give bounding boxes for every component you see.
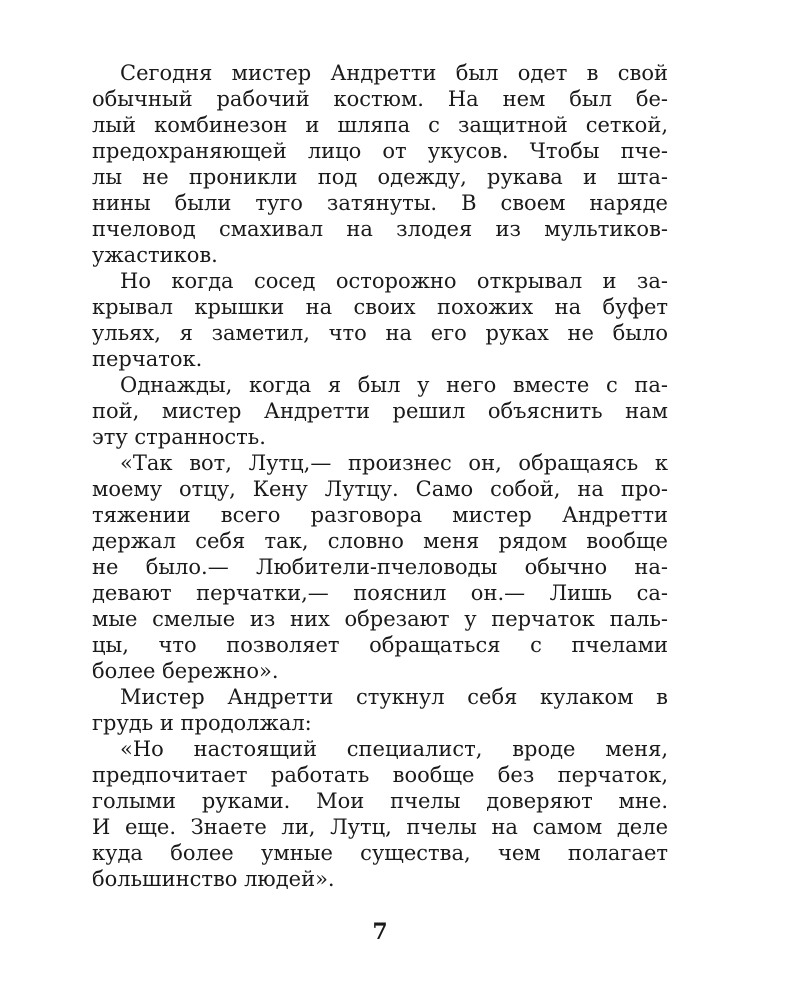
text-line: большинство людей».	[92, 867, 335, 891]
text-line: цы, что позволяет обращаться с пчелами	[92, 633, 668, 657]
text-line: лы не проникли под одежду, рукава и шта-	[92, 165, 668, 189]
text-line: не было.— Любители-пчеловоды обычно на-	[92, 555, 668, 579]
text-line: голыми руками. Мои пчелы доверяют мне.	[92, 789, 668, 813]
text-line: крывал крышки на своих похожих на буфет	[92, 295, 668, 319]
text-line: мые смелые из них обрезают у перчаток паль-	[92, 607, 668, 631]
text-line: ульях, я заметил, что на его руках не было	[92, 321, 668, 345]
text-line: перчаток.	[92, 347, 203, 371]
text-line: предпочитает работать вообще без перчаток,	[92, 763, 668, 787]
paragraph	[92, 268, 668, 372]
text-line: «Так вот, Лутц,— произнес он, обращаясь к	[120, 451, 668, 475]
page-body	[92, 60, 668, 892]
text-line: Сегодня мистер Андретти был одет в свой	[120, 61, 668, 85]
text-line: предохраняющей лицо от укусов. Чтобы пче-	[92, 139, 668, 163]
text-line: обычный рабочий костюм. На нем был бе-	[92, 87, 668, 111]
text-line: пчеловод смахивал на злодея из мультиков-	[92, 217, 668, 241]
paragraph	[92, 736, 668, 892]
text-line: грудь и продолжал:	[92, 711, 312, 735]
text-line: эту странность.	[92, 425, 266, 449]
text-line: куда более умные существа, чем полагает	[92, 841, 668, 865]
text-line: моему отцу, Кену Лутцу. Само собой, на про-	[92, 477, 668, 501]
paragraph	[92, 372, 668, 450]
text-line: пой, мистер Андретти решил объяснить нам	[92, 399, 668, 423]
text-line: И еще. Знаете ли, Лутц, пчелы на самом деле	[92, 815, 668, 839]
text-line: ужастиков.	[92, 243, 218, 267]
text-line: Однажды, когда я был у него вместе с па-	[120, 373, 668, 397]
paragraph	[92, 60, 668, 268]
text-line: лый комбинезон и шляпа с защитной сеткой,	[92, 113, 668, 137]
text-line: тяжении всего разговора мистер Андретти	[92, 503, 668, 527]
page-number: 7	[372, 919, 388, 945]
text-line: Мистер Андретти стукнул себя кулаком в	[120, 685, 668, 709]
paragraph	[92, 450, 668, 684]
paragraph	[92, 684, 668, 736]
text-line: «Но настоящий специалист, вроде меня,	[120, 737, 668, 761]
text-line: более бережно».	[92, 659, 279, 683]
text-line: держал себя так, словно меня рядом вообще	[92, 529, 668, 553]
text-line: девают перчатки,— пояснил он.— Лишь са-	[92, 581, 668, 605]
text-line: Но когда сосед осторожно открывал и за-	[120, 269, 668, 293]
text-line: нины были туго затянуты. В своем наряде	[92, 191, 668, 215]
